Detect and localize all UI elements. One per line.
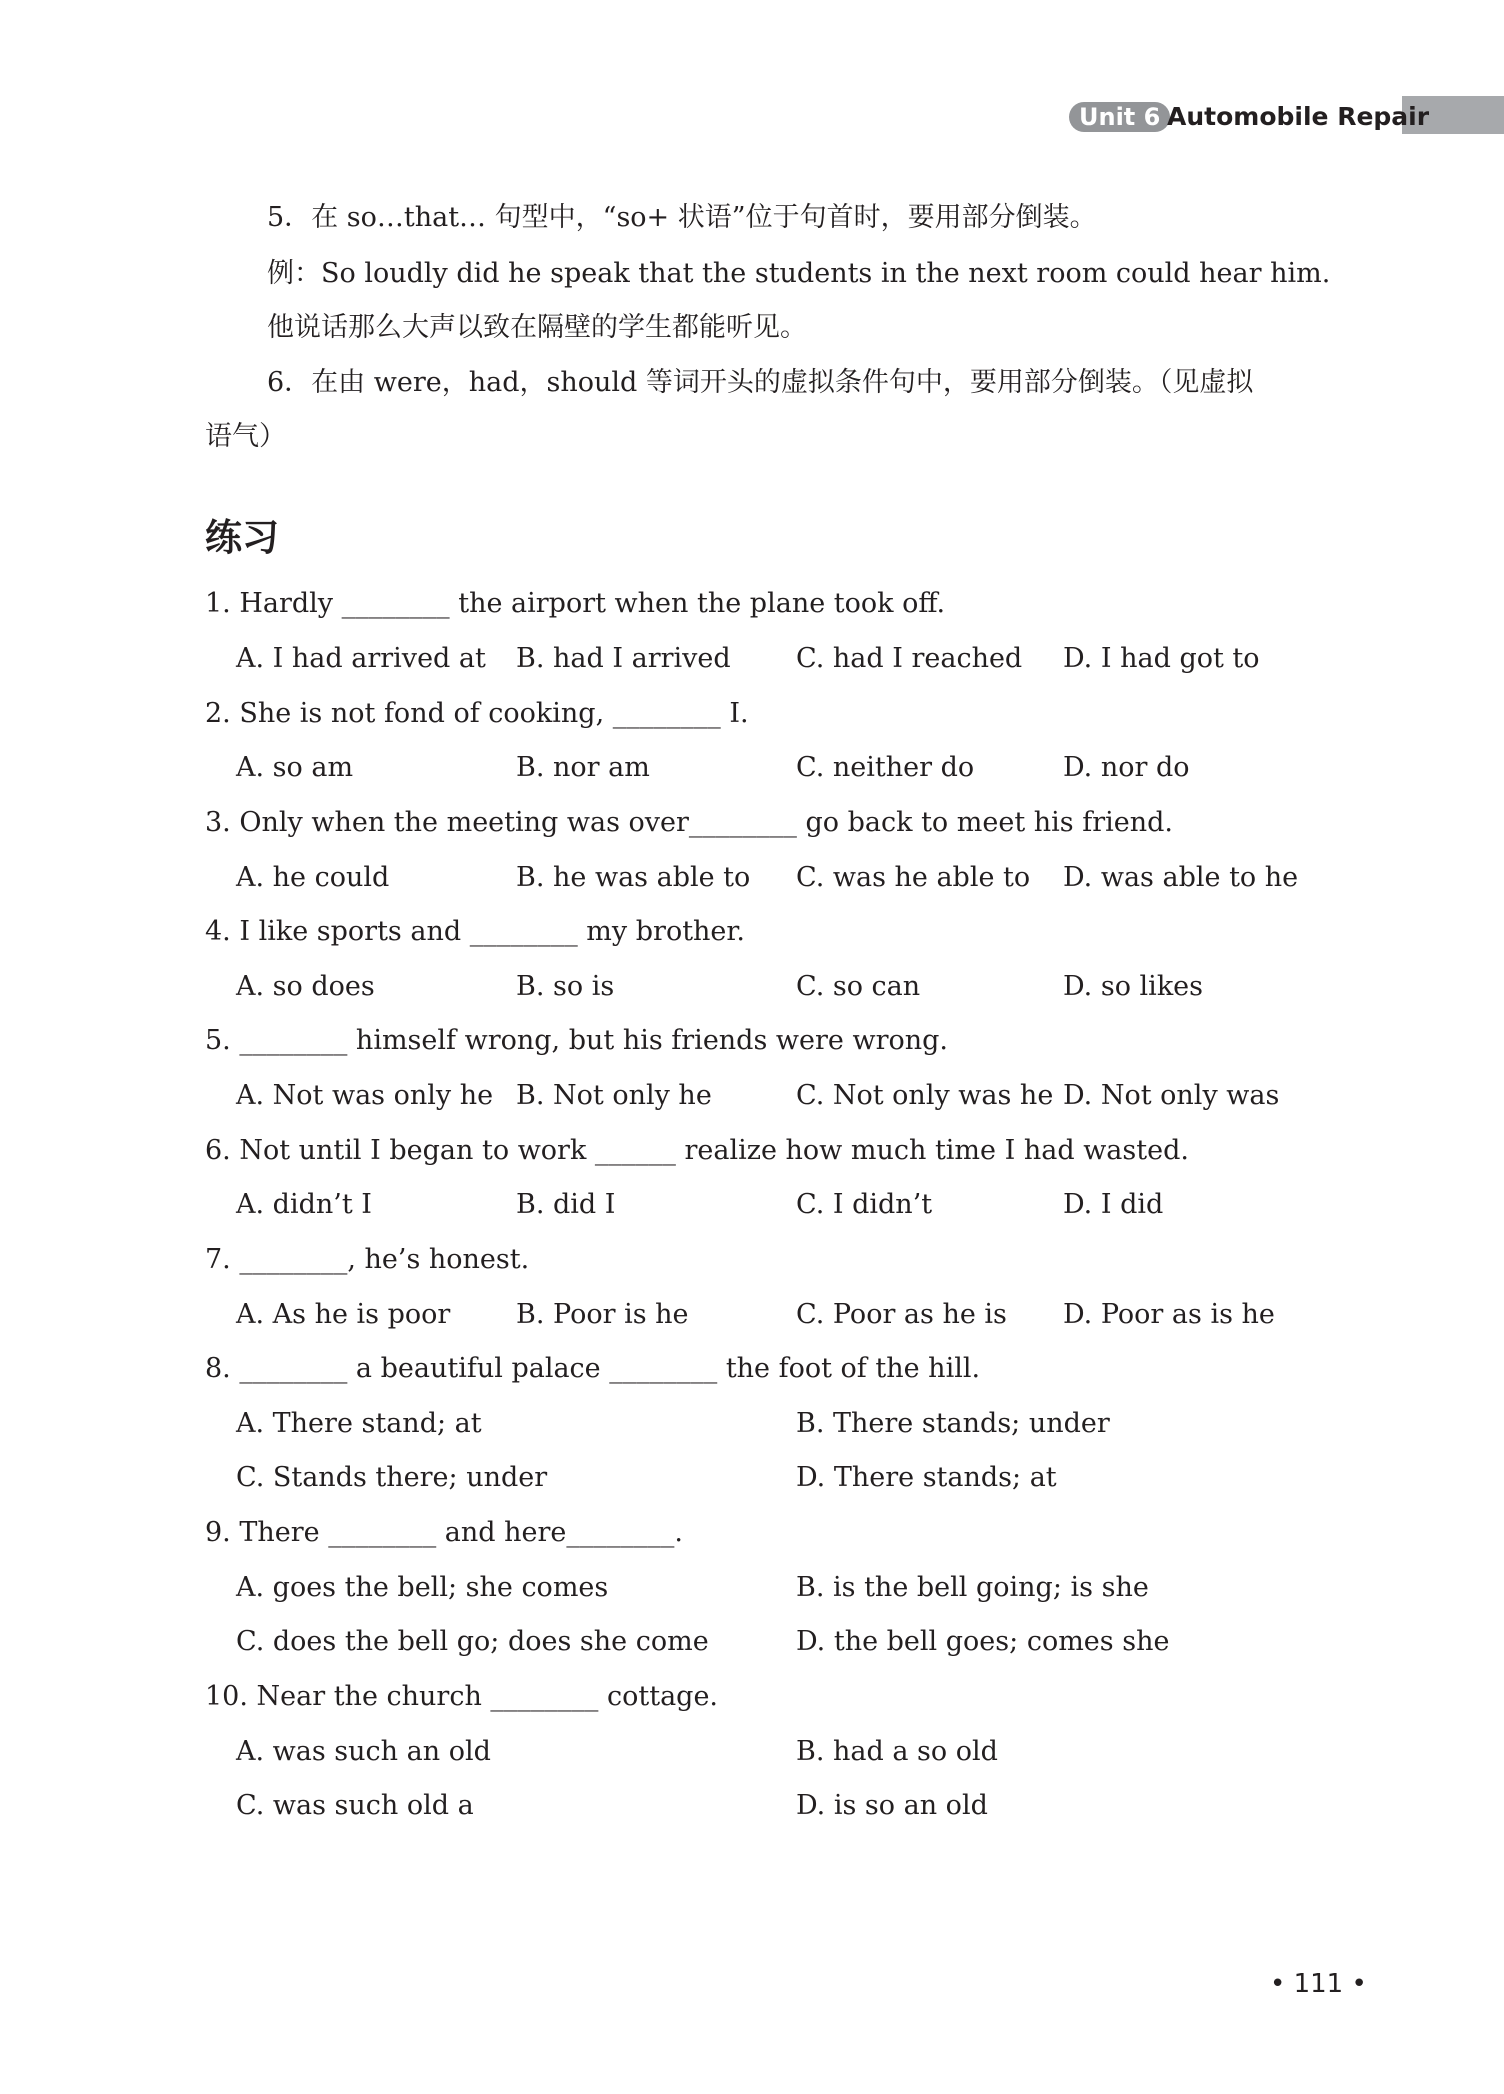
option-c: C. Not only was he <box>796 1080 1054 1111</box>
option-a: A. he could <box>236 862 390 893</box>
option-d: D. Poor as is he <box>1063 1299 1275 1330</box>
option-a: A. I had arrived at <box>236 643 486 674</box>
option-b: B. Not only he <box>516 1080 712 1111</box>
option-b: B. had I arrived <box>516 643 731 674</box>
question-stem: 1. Hardly ________ the airport when the plane took off. <box>205 588 946 619</box>
question-stem: 3. Only when the meeting was over________ go back to meet his friend. <box>205 807 1173 838</box>
option-c: C. Stands there; under <box>236 1462 548 1493</box>
rule-5-example: 例：So loudly did he speak that the students in the next room could hear him. <box>267 258 1331 289</box>
question-stem: 9. There ________ and here________. <box>205 1517 683 1548</box>
option-d: D. Not only was <box>1063 1080 1280 1111</box>
rule-6-line-1: 6．在由 were，had，should 等词开头的虚拟条件句中，要用部分倒装。（见虚拟 <box>267 367 1254 398</box>
option-c: C. I didn’t <box>796 1189 933 1220</box>
option-a: A. was such an old <box>236 1736 491 1767</box>
option-c: C. was such old a <box>236 1790 474 1821</box>
option-a: A. There stand; at <box>236 1408 482 1439</box>
exercise-title: 练习 <box>205 516 279 559</box>
option-b: B. There stands; under <box>796 1408 1110 1439</box>
rule-5: 5．在 so…that… 句型中，“so+ 状语”位于句首时，要用部分倒装。 <box>267 202 1097 233</box>
option-a: A. goes the bell; she comes <box>236 1572 609 1603</box>
option-a: A. so does <box>236 971 375 1002</box>
option-b: B. nor am <box>516 752 650 783</box>
question-stem: 5. ________ himself wrong, but his friends were wrong. <box>205 1025 948 1056</box>
option-c: C. neither do <box>796 752 975 783</box>
question-stem: 6. Not until I began to work ______ realize how much time I had wasted. <box>205 1135 1189 1166</box>
option-b: B. is the bell going; is she <box>796 1572 1149 1603</box>
option-b: B. he was able to <box>516 862 751 893</box>
option-c: C. had I reached <box>796 643 1023 674</box>
unit-badge: Unit 6 <box>1069 102 1170 132</box>
option-b: B. so is <box>516 971 615 1002</box>
option-d: D. I did <box>1063 1189 1164 1220</box>
option-d: D. I had got to <box>1063 643 1260 674</box>
option-c: C. was he able to <box>796 862 1031 893</box>
option-d: D. There stands; at <box>796 1462 1057 1493</box>
option-d: D. nor do <box>1063 752 1190 783</box>
rule-6-line-2: 语气） <box>205 421 286 452</box>
option-a: A. As he is poor <box>236 1299 451 1330</box>
option-a: A. Not was only he <box>236 1080 494 1111</box>
option-b: B. Poor is he <box>516 1299 689 1330</box>
question-stem: 10. Near the church ________ cottage. <box>205 1681 719 1712</box>
question-stem: 4. I like sports and ________ my brother. <box>205 916 745 947</box>
page-number: • 111 • <box>1270 1969 1367 1999</box>
option-b: B. had a so old <box>796 1736 998 1767</box>
option-c: C. Poor as he is <box>796 1299 1007 1330</box>
option-c: C. so can <box>796 971 921 1002</box>
unit-title: Automobile Repair <box>1167 102 1430 131</box>
option-b: B. did I <box>516 1189 616 1220</box>
option-d: D. the bell goes; comes she <box>796 1626 1170 1657</box>
question-stem: 7. ________, he’s honest. <box>205 1244 530 1275</box>
option-d: D. is so an old <box>796 1790 988 1821</box>
rule-5-translation: 他说话那么大声以致在隔壁的学生都能听见。 <box>267 312 807 343</box>
option-d: D. so likes <box>1063 971 1204 1002</box>
question-stem: 8. ________ a beautiful palace ________ the foot of the hill. <box>205 1353 981 1384</box>
option-d: D. was able to he <box>1063 862 1299 893</box>
option-a: A. so am <box>236 752 354 783</box>
option-c: C. does the bell go; does she come <box>236 1626 709 1657</box>
option-a: A. didn’t I <box>236 1189 372 1220</box>
question-stem: 2. She is not fond of cooking, ________ I. <box>205 698 749 729</box>
